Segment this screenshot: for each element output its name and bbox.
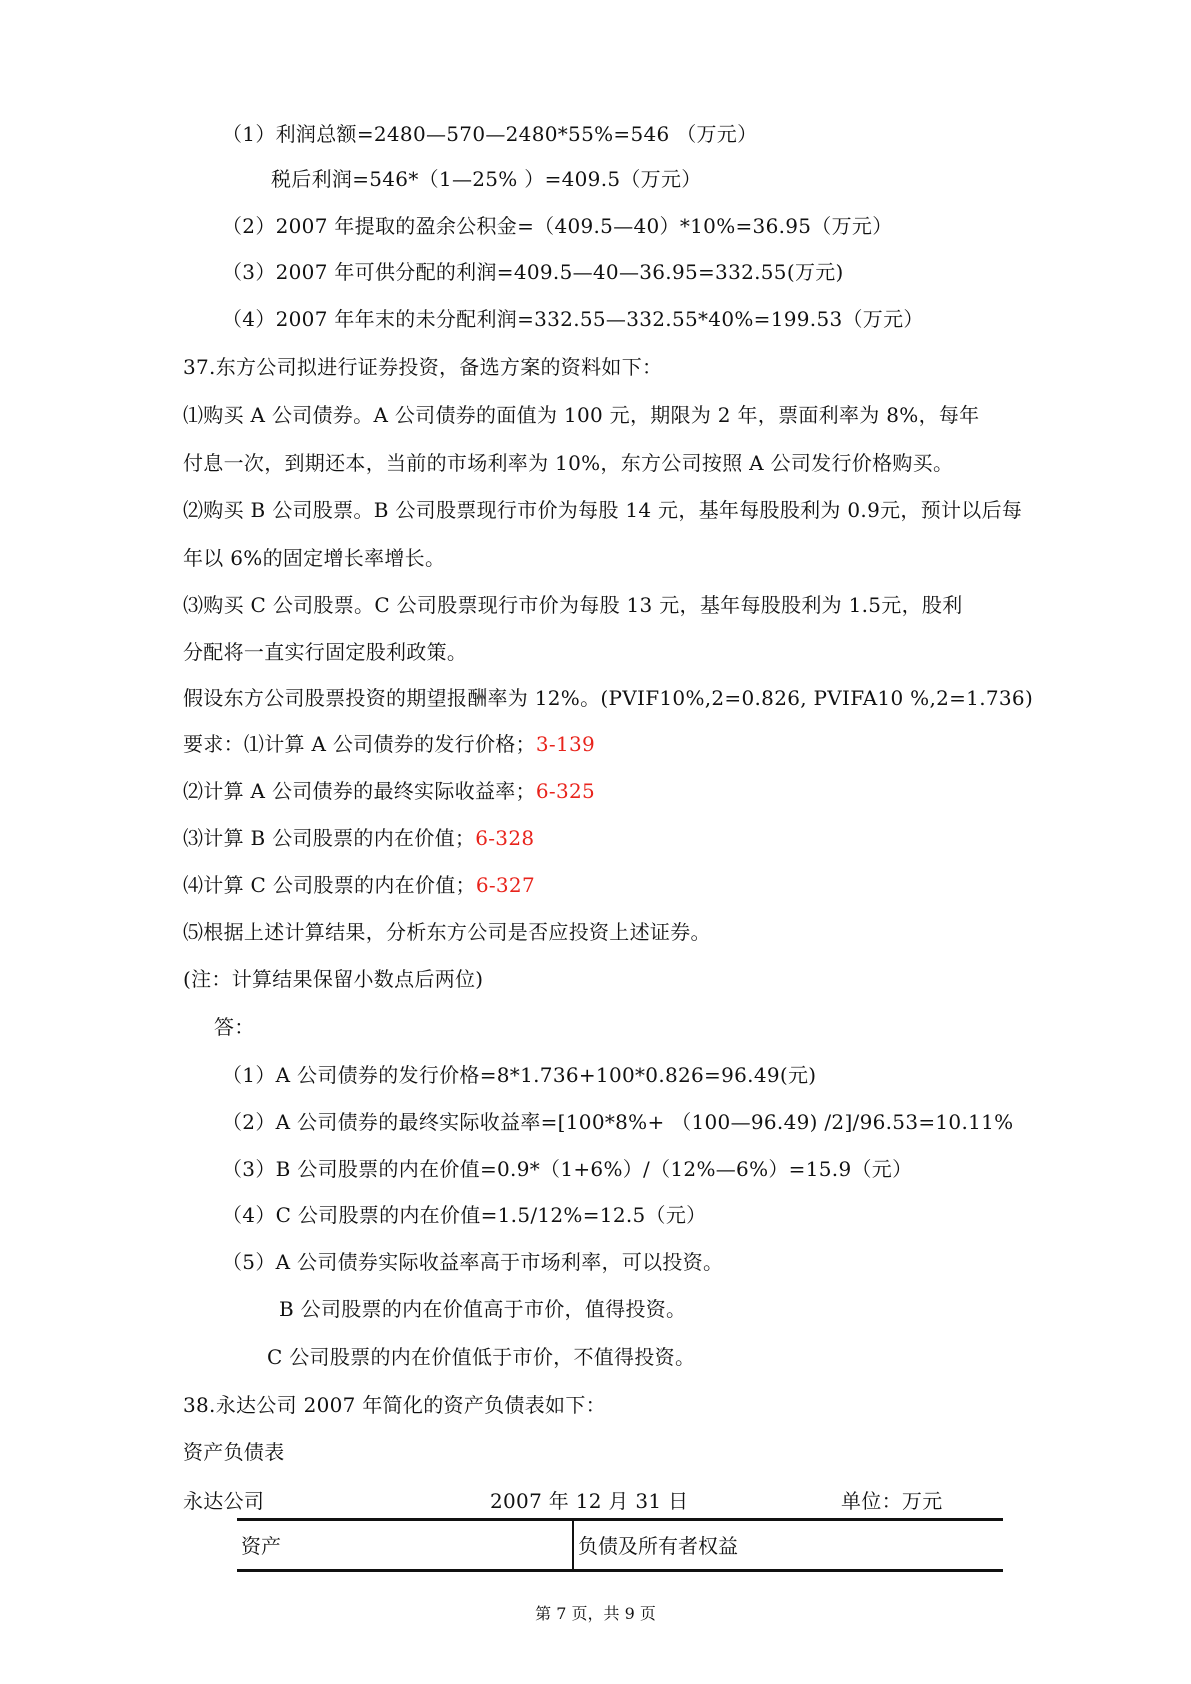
q37-answer-5c: C 公司股票的内在价值低于市价，不值得投资。 [267,1345,696,1369]
q37-answer-4: （4）C 公司股票的内在价值=1.5/12%=12.5（元） [222,1203,707,1227]
q37-answer-2: （2）A 公司债券的最终实际收益率=[100*8%+ （100—96.49) /2]/96.53=10.11% [222,1110,1014,1134]
q37-item3-line1: ⑶购买 C 公司股票。C 公司股票现行市价为每股 13 元，基年每股股利为 1.5元，股利 [183,593,963,617]
q37-requirement-1 [183,729,595,759]
requirement-4-reference: 6-327 [475,873,535,897]
q37-note: (注：计算结果保留小数点后两位) [183,967,484,991]
requirement-3-reference: 6-328 [475,826,535,850]
q37-requirement-4 [183,870,535,900]
q37-title: 37.东方公司拟进行证券投资，备选方案的资料如下： [183,355,663,379]
page-footer: 第 7 页，共 9 页 [535,1604,656,1623]
column-divider [572,1521,574,1569]
column-header-assets: 资产 [241,1534,281,1558]
q37-assumption: 假设东方公司股票投资的期望报酬率为 12%。(PVIF10%,2=0.826, PVIFA10 %,2=1.736) [183,686,1034,710]
q37-item2-line1: ⑵购买 B 公司股票。B 公司股票现行市价为每股 14 元，基年每股股利为 0.9元，预计以后每 [183,498,1023,522]
q37-requirement-3 [183,823,534,853]
q38-title: 38.永达公司 2007 年简化的资产负债表如下： [183,1393,606,1417]
table-title: 资产负债表 [183,1440,285,1464]
requirement-2-reference: 6-325 [535,779,596,803]
table-company: 永达公司 [183,1489,265,1513]
requirement-1-text: 要求：⑴计算 A 公司债券的发行价格； [183,732,536,756]
q36-answer-1b: 税后利润=546*（1—25% ）=409.5（万元） [271,167,702,191]
requirement-4-text: ⑷计算 C 公司股票的内在价值； [183,873,476,897]
q37-item3-line2: 分配将一直实行固定股利政策。 [183,640,468,664]
q37-item1-line1: ⑴购买 A 公司债券。A 公司债券的面值为 100 元，期限为 2 年，票面利率为 8%，每年 [183,403,980,427]
q37-item2-line2: 年以 6%的固定增长率增长。 [183,546,446,570]
table-unit: 单位：万元 [841,1489,943,1513]
q37-answer-5b: B 公司股票的内在价值高于市价，值得投资。 [279,1297,687,1321]
column-header-liabilities-equity: 负债及所有者权益 [578,1534,738,1558]
q37-requirement-2 [183,776,595,806]
table-date: 2007 年 12 月 31 日 [490,1489,689,1513]
q37-requirement-5: ⑸根据上述计算结果，分析东方公司是否应投资上述证券。 [183,920,711,944]
requirement-3-text: ⑶计算 B 公司股票的内在价值； [183,826,476,850]
q37-answer-3: （3）B 公司股票的内在价值=0.9*（1+6%）/（12%—6%）=15.9（元） [222,1157,913,1181]
balance-sheet-header-row [237,1518,1003,1572]
q37-item1-line2: 付息一次，到期还本，当前的市场利率为 10%，东方公司按照 A 公司发行价格购买。 [183,451,954,475]
q37-answer-1: （1）A 公司债券的发行价格=8*1.736+100*0.826=96.49(元) [222,1063,817,1087]
requirement-2-text: ⑵计算 A 公司债券的最终实际收益率； [183,779,536,803]
requirement-1-reference: 3-139 [535,732,596,756]
q36-answer-1: （1）利润总额=2480—570—2480*55%=546 （万元） [222,122,758,146]
q37-answer-5a: （5）A 公司债券实际收益率高于市场利率，可以投资。 [222,1250,724,1274]
q36-answer-3: （3）2007 年可供分配的利润=409.5—40—36.95=332.55(万元) [222,260,844,284]
q37-answer-label: 答： [214,1015,255,1039]
q36-answer-4: （4）2007 年年末的未分配利润=332.55—332.55*40%=199.53（万元） [222,307,924,331]
q36-answer-2: （2）2007 年提取的盈余公积金=（409.5—40）*10%=36.95（万元） [222,214,893,238]
